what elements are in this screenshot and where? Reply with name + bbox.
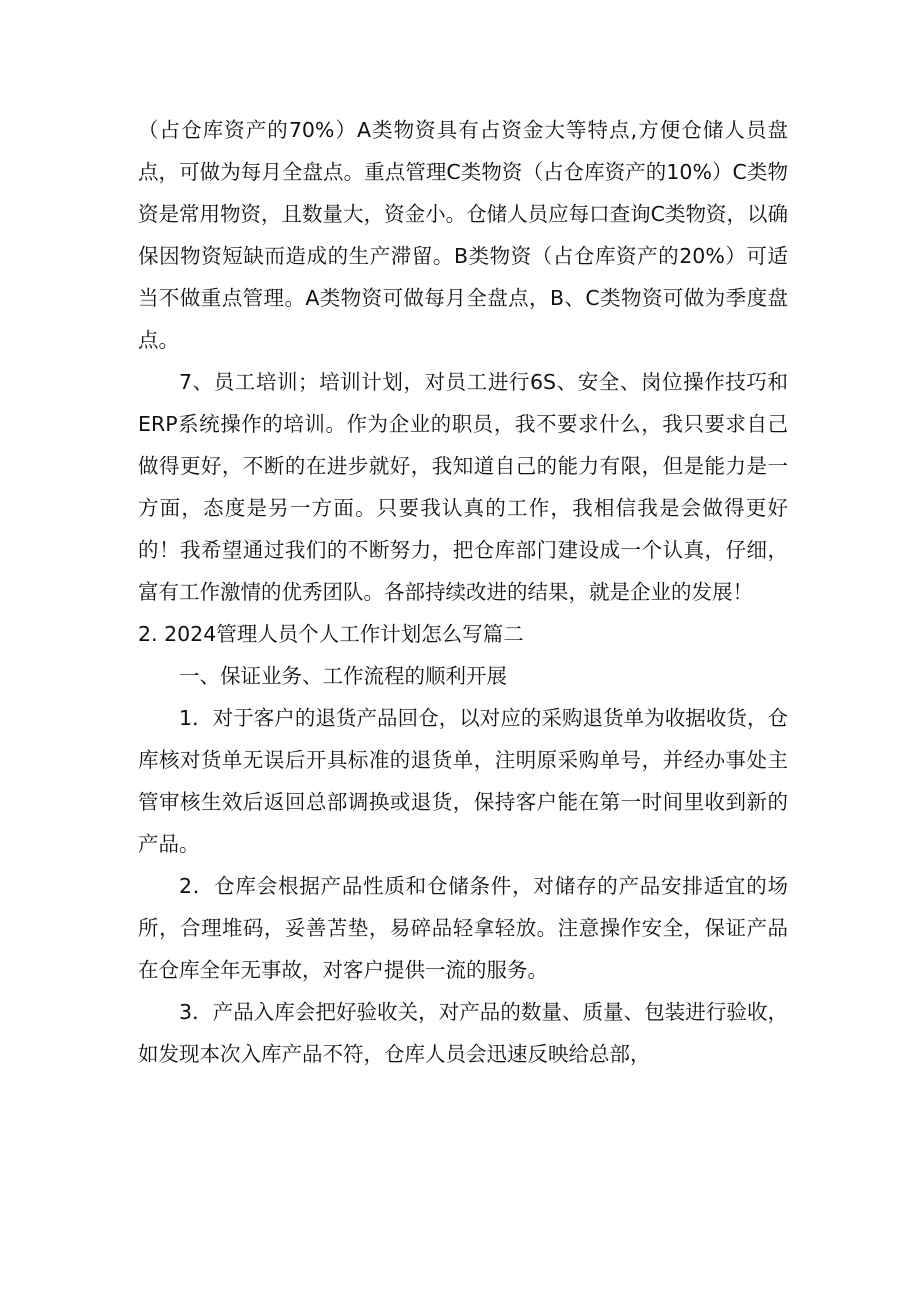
subsection-title: 一、保证业务、工作流程的顺利开展 bbox=[179, 664, 507, 688]
list-item-3: 3．产品入库会把好验收关，对产品的数量、质量、包装进行验收，如发现本次入库产品不符，仓库人员会迅速反映给总部， bbox=[138, 1000, 788, 1066]
section-heading: 2. 2024管理人员个人工作计划怎么写篇二 bbox=[138, 622, 524, 646]
list-item-2: 2．仓库会根据产品性质和仓储条件，对储存的产品安排适宜的场所，合理堆码，妥善苫垫，易碎品轻拿轻放。注意操作安全，保证产品在仓库全年无事故，对客户提供一流的服务。 bbox=[138, 874, 788, 982]
list-item-1: 1．对于客户的退货产品回仓，以对应的采购退货单为收据收货，仓库核对货单无误后开具标准的退货单，注明原采购单号，并经办事处主管审核生效后返回总部调换或退货，保持客户能在第一时间里收到新的产品。 bbox=[138, 706, 788, 856]
paragraph-abc-classification: （占仓库资产的70%）A类物资具有占资金大等特点,方便仓储人员盘点，可做为每月全盘点。重点管理C类物资（占仓库资产的10%）C类物资是常用物资，且数量大，资金小。仓储人员应每口查询C类物资，以确保因物资短缺而造成的生产滞留。B类物资（占仓库资产的20%）可适当不做重点管理。A类物资可做每月全盘点，B、C类物资可做为季度盘点。 bbox=[138, 118, 788, 352]
document-body bbox=[138, 109, 788, 1075]
paragraph-employee-training: 7、员工培训；培训计划，对员工进行6S、安全、岗位操作技巧和ERP系统操作的培训。作为企业的职员，我不要求什么，我只要求自己做得更好，不断的在进步就好，我知道自己的能力有限，但是能力是一方面，态度是另一方面。只要我认真的工作，我相信我是会做得更好的！我希望通过我们的不断努力，把仓库部门建设成一个认真，仔细，富有工作激情的优秀团队。各部持续改进的结果，就是企业的发展！ bbox=[138, 370, 788, 604]
